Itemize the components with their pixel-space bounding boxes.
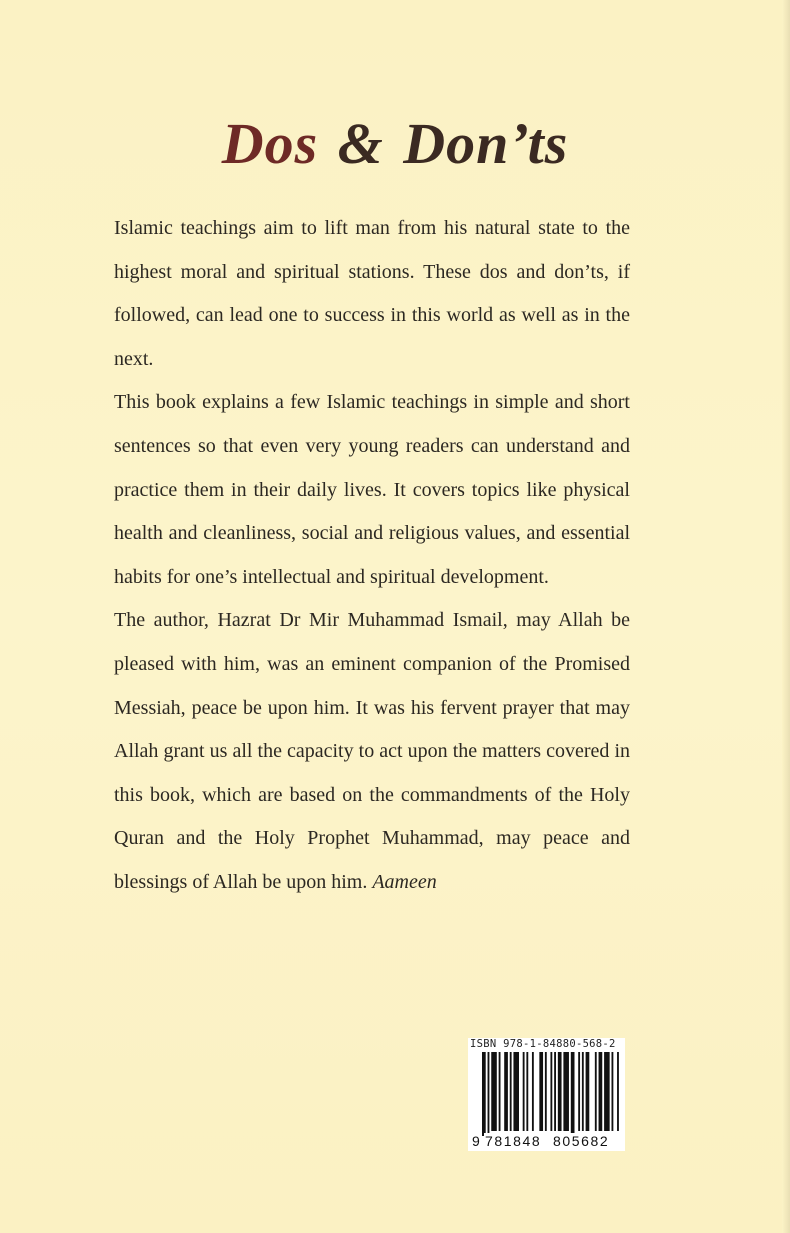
blurb-paragraph-2: This book explains a few Islamic teachings in simple and short sentences so that even very young readers can understand and practice them in their daily lives. It covers topics like physical health and cleanliness, social and religious values, and essential habits for one’s intellectual and spiritual development. bbox=[114, 391, 630, 588]
barcode-bar bbox=[510, 1052, 512, 1131]
title-word-dos: Dos bbox=[221, 111, 319, 176]
barcode-bar bbox=[595, 1052, 597, 1131]
book-title bbox=[0, 110, 790, 177]
barcode-bar bbox=[532, 1052, 534, 1131]
blurb-text bbox=[114, 207, 630, 905]
barcode-bar bbox=[571, 1052, 575, 1136]
closing-word: Aameen bbox=[372, 870, 437, 893]
blurb-paragraph-1: Islamic teachings aim to lift man from his natural state to the highest moral and spiritual stations. These dos and don’ts, if followed, can lead one to success in this world as well as in the next. bbox=[114, 217, 630, 370]
barcode-bar bbox=[513, 1052, 519, 1131]
cover-edge bbox=[782, 0, 790, 1233]
barcode-bar bbox=[586, 1052, 590, 1131]
barcode-bar bbox=[558, 1052, 562, 1131]
barcode-bar bbox=[582, 1052, 584, 1131]
ean-digits bbox=[468, 1133, 625, 1149]
title-ampersand: & bbox=[337, 111, 384, 176]
blurb-paragraph-3 bbox=[114, 599, 630, 904]
barcode-bar bbox=[526, 1052, 528, 1131]
barcode-bar bbox=[563, 1052, 569, 1131]
barcode-bar bbox=[523, 1052, 525, 1131]
barcode-bar bbox=[617, 1052, 619, 1131]
barcode-bar bbox=[504, 1052, 508, 1131]
ean-left-digits: 781848 bbox=[485, 1133, 542, 1149]
barcode-bars bbox=[468, 1052, 625, 1138]
barcode-bar bbox=[539, 1052, 543, 1131]
barcode-bar bbox=[612, 1052, 614, 1131]
barcode-bar bbox=[488, 1052, 490, 1136]
barcode-bar bbox=[554, 1052, 556, 1131]
barcode-bar bbox=[604, 1052, 610, 1131]
isbn-barcode bbox=[468, 1038, 625, 1151]
isbn-label: ISBN 978-1-84880-568-2 bbox=[470, 1038, 616, 1050]
barcode-bar bbox=[550, 1052, 552, 1131]
barcode-bar bbox=[599, 1052, 603, 1131]
barcode-bar bbox=[482, 1052, 486, 1136]
blurb-paragraph-3-text: The author, Hazrat Dr Mir Muhammad Ismail, may Allah be pleased with him, was an eminent companion of the Promised Messiah, peace be upon him. It was his fervent prayer that may Allah grant us all the capacity to act upon the matters covered in this book, which are based on the commandments of the Holy Quran and the Holy Prophet Muhammad, may peace and blessings of Allah be upon him. bbox=[114, 609, 630, 893]
barcode-bar bbox=[578, 1052, 580, 1131]
barcode-bar bbox=[491, 1052, 497, 1131]
ean-right-digits: 805682 bbox=[553, 1133, 610, 1149]
barcode-bar bbox=[499, 1052, 501, 1131]
barcode-bar bbox=[545, 1052, 547, 1131]
title-word-donts: Don’ts bbox=[403, 111, 569, 176]
ean-first-digit: 9 bbox=[472, 1133, 482, 1149]
